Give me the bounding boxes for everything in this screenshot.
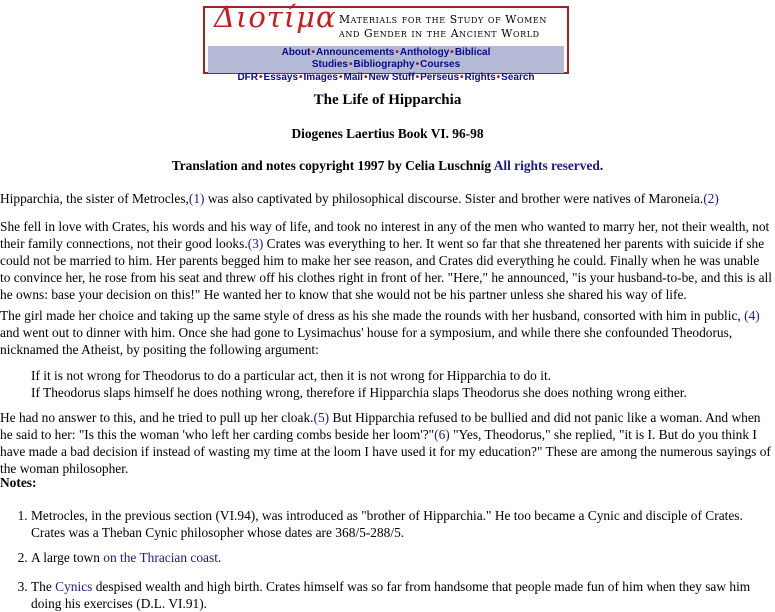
copyright-text: Translation and notes copyright 1997 by Celia Luschnig bbox=[171, 158, 492, 173]
cynics-link[interactable]: Cynics bbox=[55, 579, 93, 594]
note-2-text-b: . bbox=[217, 550, 222, 565]
site-navigation bbox=[208, 46, 564, 83]
nav-row-2 bbox=[208, 72, 564, 85]
nav-announcements[interactable]: Announcements bbox=[316, 46, 395, 58]
nav-about[interactable]: About bbox=[281, 46, 311, 58]
nav-separator: • bbox=[460, 71, 464, 83]
syllogism-block bbox=[0, 367, 772, 401]
nav-separator: • bbox=[450, 46, 454, 58]
note-1 bbox=[31, 507, 772, 541]
notes-list-3 bbox=[0, 578, 772, 612]
nav-courses[interactable]: Courses bbox=[420, 59, 461, 70]
note-link-4[interactable]: (4) bbox=[744, 308, 760, 323]
nav-separator: • bbox=[363, 71, 368, 83]
notes-list bbox=[0, 507, 772, 541]
nav-separator: • bbox=[348, 59, 353, 70]
syllogism-line-2: If Theodorus slaps himself he does nothing wrong, therefore if Hipparchia slaps Theodorus she does nothing wrong either. bbox=[31, 385, 687, 400]
nav-separator: • bbox=[259, 71, 263, 83]
note-3 bbox=[31, 578, 772, 612]
note-link-2[interactable]: (2) bbox=[703, 191, 719, 206]
nav-separator: • bbox=[415, 71, 420, 83]
note-link-3[interactable]: (3) bbox=[247, 236, 264, 251]
note-link-1[interactable]: (1) bbox=[188, 191, 205, 206]
p4-text-c: "Yes, Theodorus," she replied, "it is I. But do you think I have made a bad decision if instead of wasting my time at the loom I have used it for my education?" These are among the numerous sayings of the woman philosopher. bbox=[0, 427, 771, 476]
p2-text-b: Crates was everything to her. It went so far that she threatened her parents with suicide if she could not be married to him. Her parents begged him to make her see reason, and Crates did everything he could. Finally when he was unable to convince her, he rose from his seat and threw off his clothes right in front of her. "Here," he announced, "is your husband-to-be, and this is all he owns: base your decision on this!" He wanted her to know that she would not be his partner unless she shared his way of life. bbox=[0, 236, 772, 302]
p1-text-b: was also captivated by philosophical discourse. Sister and brother were natives of Maroneia. bbox=[204, 191, 704, 206]
nav-new-stuff[interactable]: New Stuff bbox=[368, 71, 415, 83]
syllogism-line-1: If it is not wrong for Theodorus to do a particular act, then it is not wrong for Hipparchia to do it. bbox=[31, 368, 552, 383]
paragraph-3 bbox=[0, 307, 772, 358]
copyright-line bbox=[0, 157, 775, 174]
nav-search[interactable]: Search bbox=[501, 71, 535, 83]
p2-text-a: She fell in love with Crates, his words and his way of life, and took no interest in any of the men who wanted to marry her, not their wealth, not their family connections, not their good looks. bbox=[0, 219, 770, 251]
nav-dfr[interactable]: DFR bbox=[237, 71, 259, 83]
diotima-logo[interactable]: Διοτίμα bbox=[214, 0, 337, 34]
note-3-text-b: despised wealth and high birth. Crates himself was so far from handsome that people made fun of him when they saw him doing his exercises (D.L. VI.91). bbox=[31, 579, 751, 611]
nav-biblical-studies[interactable]: Biblical Studies bbox=[311, 46, 491, 70]
copyright-period: . bbox=[599, 158, 604, 173]
notes-heading: Notes: bbox=[0, 475, 37, 490]
nav-separator: • bbox=[395, 46, 399, 58]
nav-separator: • bbox=[299, 71, 303, 83]
nav-separator: • bbox=[311, 46, 315, 58]
thracian-coast-link[interactable]: on the Thracian coast bbox=[103, 550, 218, 565]
page-title: The Life of Hipparchia bbox=[313, 92, 462, 108]
nav-essays[interactable]: Essays bbox=[263, 71, 299, 83]
p3-text-a: The girl made her choice and taking up the same style of dress as his she made the rounds with her husband, consorted with him in public, bbox=[0, 308, 745, 323]
banner-tagline bbox=[339, 13, 547, 41]
paragraph-2 bbox=[0, 218, 772, 303]
note-link-6[interactable]: (6) bbox=[434, 427, 450, 442]
nav-rights[interactable]: Rights bbox=[464, 71, 496, 83]
tagline-line-1: Materials for the Study of Women bbox=[339, 13, 547, 26]
nav-anthology[interactable]: Anthology bbox=[399, 46, 450, 58]
page-subtitle: Diogenes Laertius Book VI. 96-98 bbox=[291, 126, 484, 141]
nav-perseus[interactable]: Perseus bbox=[420, 71, 460, 83]
nav-mail[interactable]: Mail bbox=[343, 71, 363, 83]
nav-separator: • bbox=[496, 71, 501, 83]
nav-separator: • bbox=[339, 71, 343, 83]
p1-text-a: Hipparchia, the sister of Metrocles, bbox=[0, 191, 189, 206]
p4-text-b: But Hipparchia refused to be bullied and did not panic like a woman. And when he said to her: "Is this the woman 'who left her carding combs beside her loom'?" bbox=[0, 410, 761, 442]
nav-bibliography[interactable]: Bibliography bbox=[353, 59, 415, 70]
note-3-text-a: The bbox=[31, 579, 56, 594]
note-2-text-a: A large town bbox=[31, 550, 104, 565]
paragraph-4 bbox=[0, 409, 772, 477]
nav-separator: • bbox=[415, 59, 420, 70]
notes-list-2 bbox=[0, 549, 772, 566]
nav-row-1 bbox=[208, 47, 564, 72]
paragraph-1 bbox=[0, 190, 772, 207]
all-rights-reserved-link[interactable]: All rights reserved bbox=[493, 158, 600, 173]
nav-images[interactable]: Images bbox=[303, 71, 338, 83]
note-link-5[interactable]: (5) bbox=[313, 410, 330, 425]
note-1-text: Metrocles, in the previous section (VI.94), was introduced as "brother of Hipparchia." He too became a Cynic and disciple of Crates. Crates was a Theban Cynic philosopher whose dates are 368/5-288/5. bbox=[31, 508, 743, 540]
p4-text-a: He had no answer to this, and he tried to pull up her cloak. bbox=[0, 410, 314, 425]
tagline-line-2: and Gender in the Ancient World bbox=[339, 27, 540, 40]
p3-text-b: and went out to dinner with him. Once she had gone to Lysimachus' house for a symposium, and while there she confounded Theodorus, nicknamed the Atheist, by positing the following argument: bbox=[0, 325, 733, 357]
banner-header bbox=[205, 0, 567, 45]
diotima-banner bbox=[203, 0, 569, 83]
note-2 bbox=[31, 549, 772, 566]
